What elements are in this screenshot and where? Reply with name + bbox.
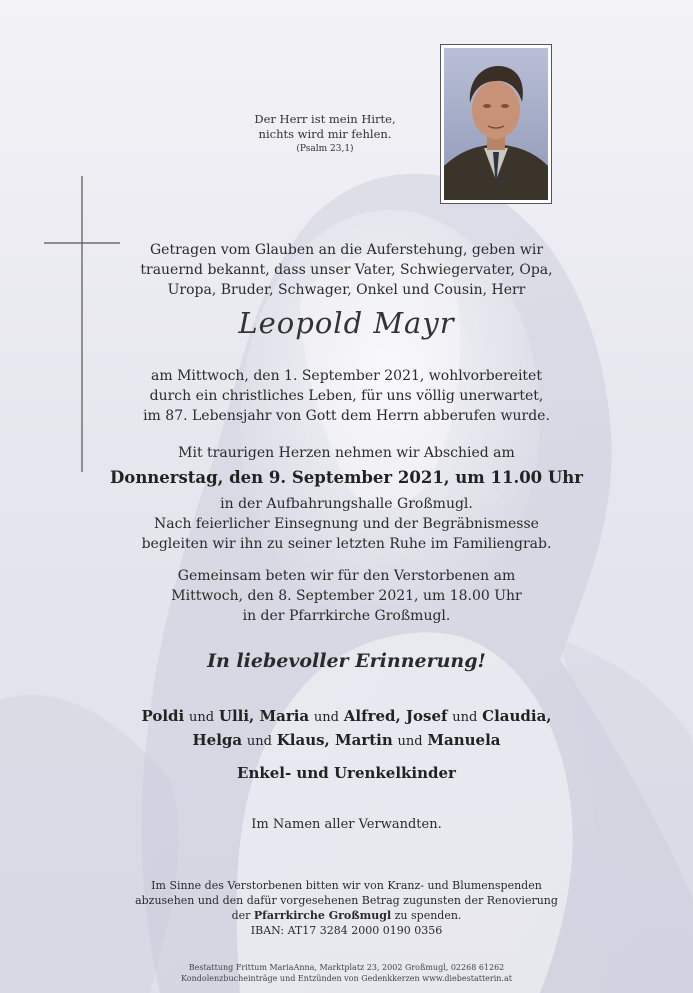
memory-heading: In liebevoller Erinnerung! (207, 650, 486, 672)
name-manuela: Manuela (427, 731, 501, 749)
grandchildren-line: Enkel- und Urenkelkinder (237, 764, 456, 782)
funeral-date: Donnerstag, den 9. September 2021, um 11.00 Uhr (110, 468, 583, 487)
and-word: und (452, 710, 478, 725)
funeral-line-1: in der Aufbahrungshalle Großmugl. (220, 496, 473, 512)
bible-verse (230, 112, 420, 157)
intro-line-2: trauernd bekannt, dass unser Vater, Schwiegervater, Opa, (140, 262, 553, 278)
death-line-1: am Mittwoch, den 1. September 2021, wohlvorbereitet (151, 368, 542, 384)
donation-line-2: abzusehen und den dafür vorgesehenen Betrag zugunsten der Renovierung (135, 894, 558, 907)
relatives-line: Im Namen aller Verwandten. (251, 817, 442, 832)
footer (0, 962, 693, 984)
death-line-2: durch ein christliches Leben, für uns völlig unerwartet, (149, 388, 544, 404)
portrait-photo (444, 48, 548, 200)
and-word: und (313, 710, 339, 725)
donation-line-3-post: zu spenden. (394, 909, 462, 922)
verse-line-2: nichts wird mir fehlen. (258, 127, 392, 141)
and-word: und (397, 734, 423, 749)
verse-reference: (Psalm 23,1) (296, 144, 354, 154)
name-alfred-josef: Alfred, Josef (343, 707, 448, 725)
family-names (0, 705, 693, 753)
announcement-intro (0, 240, 693, 300)
and-word: und (246, 734, 272, 749)
name-poldi: Poldi (141, 707, 185, 725)
donation-line-3-pre: der (231, 909, 251, 922)
name-claudia: Claudia, (482, 707, 552, 725)
name-klaus-martin: Klaus, Martin (276, 731, 393, 749)
donation-recipient: Pfarrkirche Großmugl (253, 909, 392, 922)
donation-iban: IBAN: AT17 3284 2000 0190 0356 (250, 924, 443, 937)
deceased-name: Leopold Mayr (238, 306, 455, 340)
prayer-line-1: Gemeinsam beten wir für den Verstorbenen am (177, 568, 516, 584)
footer-line-2: Kondolenzbucheinträge und Entzünden von Gedenkkerzen www.diebestatterin.at (181, 974, 512, 983)
family-line-1 (0, 705, 693, 729)
funeral-line-3: begleiten wir ihn zu seiner letzten Ruhe im Familiengrab. (141, 536, 552, 552)
donation-line-3 (0, 908, 693, 923)
death-details (0, 366, 693, 426)
name-ulli-maria: Ulli, Maria (218, 707, 310, 725)
donation-line-1: Im Sinne des Verstorbenen bitten wir von Kranz- und Blumenspenden (151, 879, 542, 892)
prayer-details (0, 566, 693, 626)
portrait-frame (440, 44, 552, 204)
intro-line-1: Getragen vom Glauben an die Auferstehung, geben wir (149, 242, 544, 258)
footer-line-1: Bestattung Frittum MariaAnna, Marktplatz 23, 2002 Großmugl, 02268 61262 (188, 963, 505, 972)
intro-line-3: Uropa, Bruder, Schwager, Onkel und Cousin, Herr (167, 282, 526, 298)
family-line-2 (0, 729, 693, 753)
funeral-line-2: Nach feierlicher Einsegnung und der Begräbnismesse (154, 516, 539, 532)
death-line-3: im 87. Lebensjahr von Gott dem Herrn abberufen wurde. (143, 408, 550, 424)
name-helga: Helga (192, 731, 243, 749)
farewell-text: Mit traurigen Herzen nehmen wir Abschied am (178, 445, 515, 461)
prayer-line-3: in der Pfarrkirche Großmugl. (242, 608, 451, 624)
funeral-details (0, 494, 693, 554)
prayer-line-2: Mittwoch, den 8. September 2021, um 18.00 Uhr (171, 588, 522, 604)
and-word: und (189, 710, 215, 725)
verse-line-1: Der Herr ist mein Hirte, (254, 112, 396, 126)
donation-request (0, 878, 693, 938)
